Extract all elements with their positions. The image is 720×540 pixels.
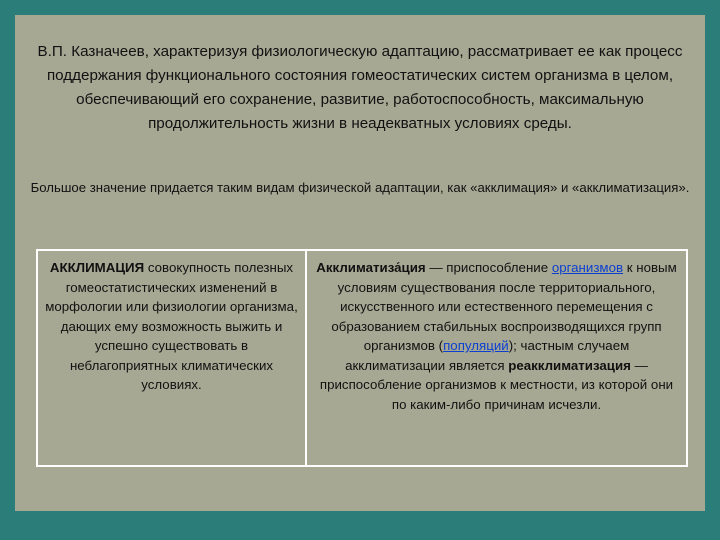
acclimatization-text-4: — приспособление организмов к местности, из которой они по каким-либо причинам исчезли. — [319, 357, 674, 412]
acclimation-definition: совокупность полезных гомеостатистических изменений в морфологии или физиологии организма, дающих ему возможность выжить и успешно существовать в неблагоприятных климатических условиях. — [45, 260, 298, 392]
populations-link[interactable]: популяций — [443, 338, 509, 353]
acclimatization-text-2: к новым условиям существования после территориального, искусственного или естественного перемещения с образованием стабильных воспроизводящихся групп организмов ( — [331, 260, 677, 353]
intro-paragraph: В.П. Казначеев, характеризуя физиологическую адаптацию, рассматривает ее как процесс поддержания функционального состояния гомеостатических систем организма в целом, обеспечивающий его сохранение, развитие, работоспособность, максимальную продолжительность жизни в неадекватных условиях среды. — [37, 43, 683, 132]
organisms-link[interactable]: организмов — [551, 260, 624, 275]
reacclimatization-term: реакклиматизация — [508, 357, 631, 373]
note-paragraph: Большое значение придается таким видам физической адаптации, как «акклимация» и «акклиматизация». — [30, 180, 690, 195]
acclimatization-text-3: ); частным случаем акклиматизации является — [345, 338, 630, 373]
acclimatization-cell — [307, 251, 686, 465]
acclimatization-term: Акклиматиза́ция — [316, 260, 426, 275]
acclimation-term: АККЛИМАЦИЯ — [49, 260, 145, 275]
acclimatization-text-1: — приспособление — [425, 260, 552, 275]
definitions-table — [36, 249, 688, 467]
acclimation-cell — [38, 251, 307, 465]
